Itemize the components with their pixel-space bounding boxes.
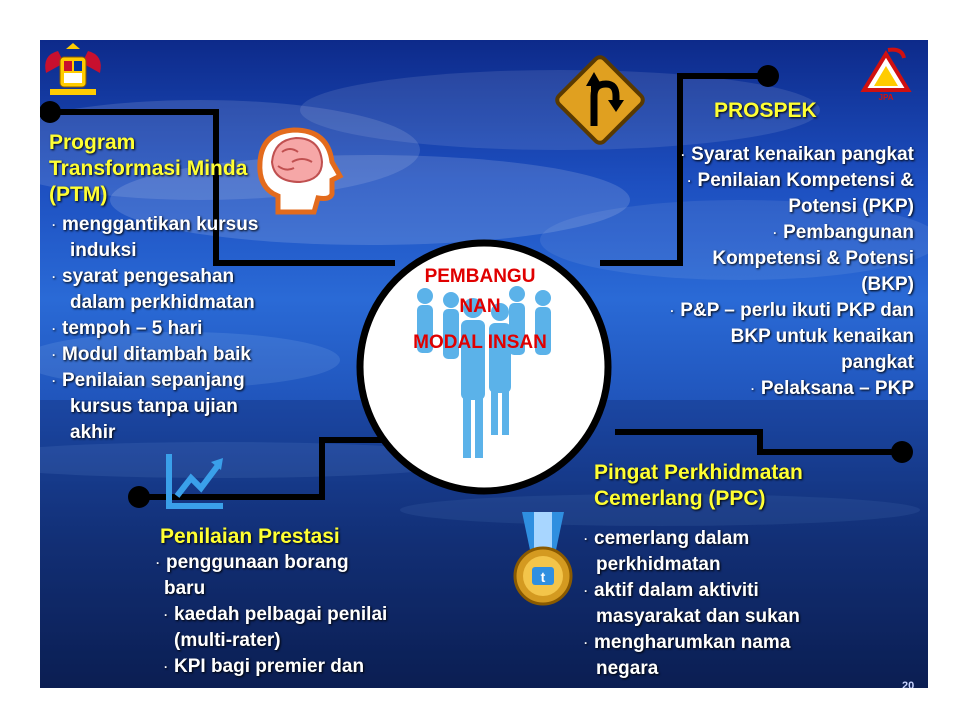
ppc-title <box>594 460 803 512</box>
list-item: · KPI bagi premier dan <box>164 656 365 678</box>
list-item: · aktif dalam aktiviti masyarakat dan sukan <box>584 580 800 628</box>
list-item: · syarat pengesahan dalam perkhidmatan <box>52 266 255 314</box>
svg-text:t: t <box>540 569 546 585</box>
road-sign-icon <box>550 50 650 150</box>
ppc-connector <box>615 432 902 452</box>
list-item: · Pembangunan Kompetensi & Potensi (BKP) <box>712 222 914 296</box>
list-item: · penggunaan borang baru <box>156 552 349 600</box>
ptm-title-line: Program <box>49 131 136 154</box>
list-item: · Modul ditambah baik <box>52 344 251 366</box>
ppc-connector-dot <box>891 441 913 463</box>
ptm-title <box>49 130 247 208</box>
malaysia-crest-icon <box>40 43 106 99</box>
list-item: · Syarat kenaikan pangkat <box>681 144 914 166</box>
center-label <box>395 262 565 358</box>
ptm-title-line: Transformasi Minda <box>49 157 248 180</box>
ptm-list <box>52 212 258 446</box>
list-item: · Penilaian Kompetensi & Potensi (PKP) <box>687 170 914 218</box>
list-item: · Pelaksana – PKP <box>750 378 914 400</box>
ppc-title-line: Pingat Perkhidmatan <box>594 461 803 484</box>
jpa-logo-text: JPA <box>878 93 894 102</box>
prospek-connector-dot <box>757 65 779 87</box>
ppc-list <box>584 526 800 682</box>
penilaian-list <box>156 550 387 680</box>
page-number: 20 <box>902 680 915 688</box>
penilaian-title: Penilaian Prestasi <box>160 525 340 548</box>
ptm-title-line: (PTM) <box>49 183 108 206</box>
list-item: · cemerlang dalam perkhidmatan <box>584 528 750 576</box>
list-item: · kaedah pelbagai penilai (multi-rater) <box>164 604 388 652</box>
prospek-list <box>670 142 914 402</box>
slide <box>40 40 928 688</box>
jpa-logo-icon <box>858 44 914 104</box>
brain-head-icon <box>248 122 344 218</box>
center-line-2: NAN <box>459 296 501 317</box>
list-item: · tempoh – 5 hari <box>52 318 203 340</box>
medal-icon <box>510 510 576 610</box>
center-line-1: PEMBANGU <box>424 266 536 287</box>
penilaian-connector-dot <box>128 486 150 508</box>
prospek-title: PROSPEK <box>714 99 817 122</box>
center-line-3: MODAL INSAN <box>413 332 547 353</box>
list-item: · P&P – perlu ikuti PKP dan BKP untuk kenaikan pangkat <box>670 300 914 374</box>
list-item: · Penilaian sepanjang kursus tanpa ujian akhir <box>52 370 245 444</box>
ppc-title-line: Cemerlang (PPC) <box>594 487 766 510</box>
list-item: · mengharumkan nama negara <box>584 632 791 680</box>
growth-chart-icon <box>163 450 227 512</box>
ptm-connector-dot <box>40 101 61 123</box>
list-item: · menggantikan kursus induksi <box>52 214 259 262</box>
